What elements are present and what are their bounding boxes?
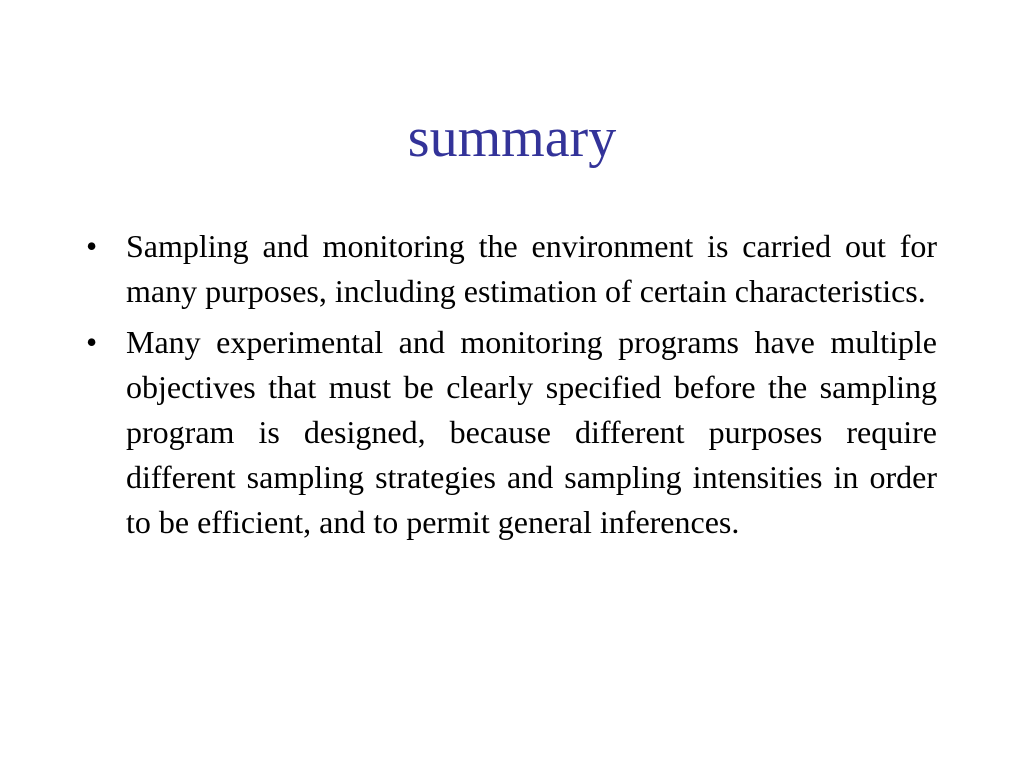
bullet-icon: • bbox=[86, 324, 98, 360]
bullet-text: Many experimental and monitoring programs have multiple objectives that must be clearly specified before the sampling program is designed, because different purposes require different sampling strategies and sampling intensities in order to be efficient, and to permit general inferences. bbox=[126, 324, 937, 540]
bullet-text: Sampling and monitoring the environment is carried out for many purposes, including estimation of certain characteristics. bbox=[126, 228, 937, 309]
bullet-list bbox=[86, 224, 937, 551]
bullet-icon: • bbox=[86, 228, 98, 264]
slide-title: summary bbox=[407, 107, 617, 169]
bullet-item bbox=[86, 224, 937, 314]
bullet-item bbox=[86, 320, 937, 545]
